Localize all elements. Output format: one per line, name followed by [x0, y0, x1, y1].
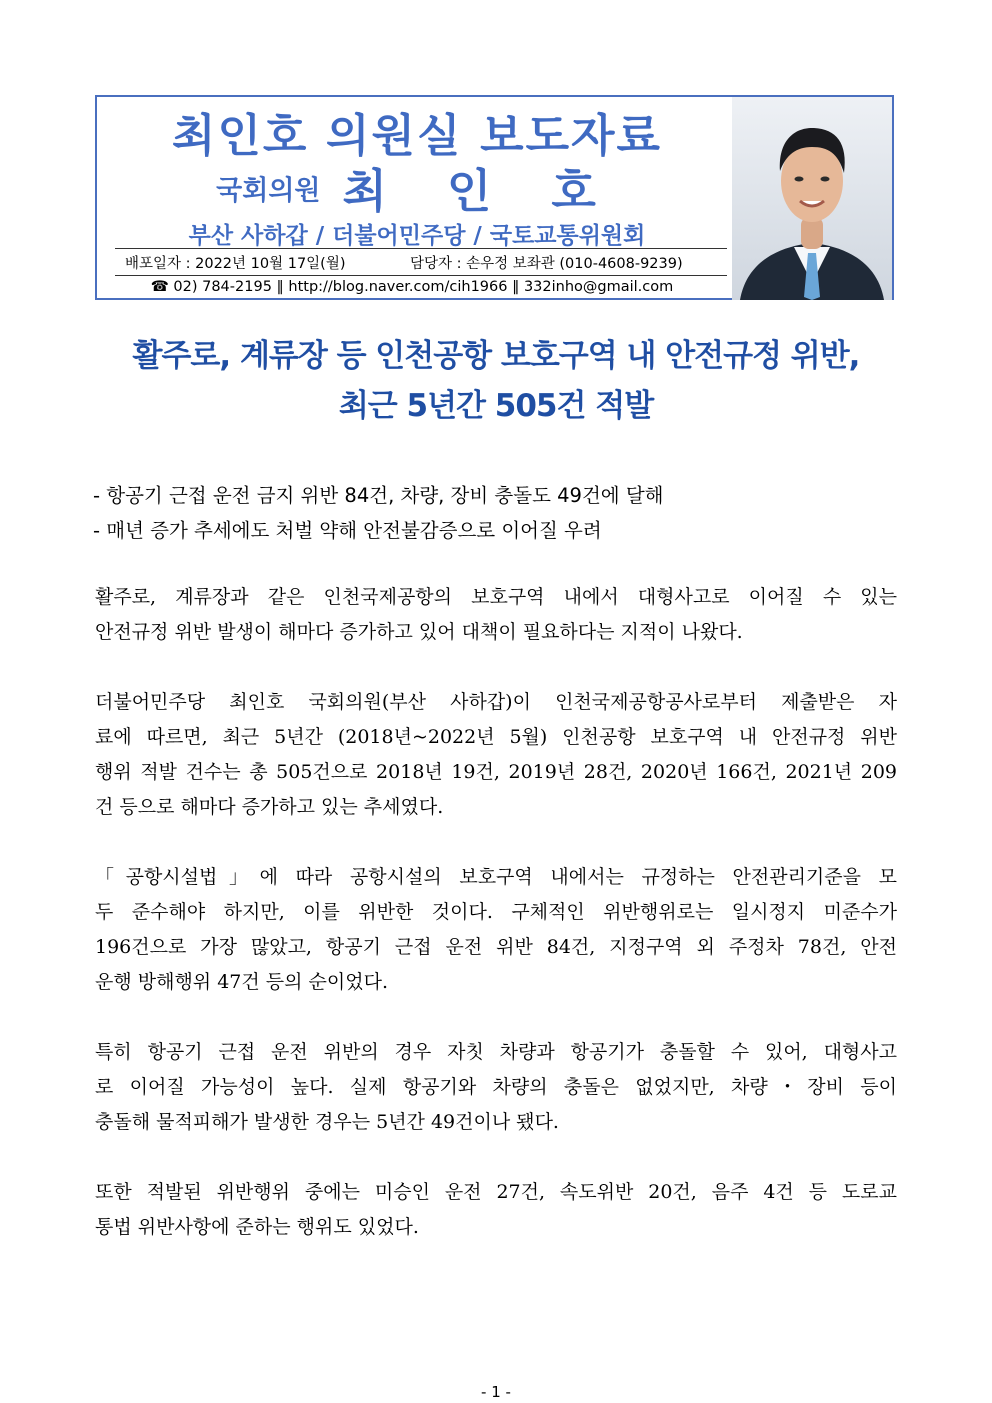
- portrait-photo: [732, 97, 892, 300]
- paragraph-line: 운행 방해행위 47건 등의 순이었다.: [95, 971, 388, 993]
- summary-bullet: - 매년 증가 추세에도 처벌 약해 안전불감증으로 이어질 우려: [93, 519, 602, 542]
- paragraph-line: 두 준수해야 하지만, 이를 위반한 것이다. 구체적인 위반행위로는 일시정지 미준수가: [95, 901, 897, 923]
- paragraph-line: 료에 따르면, 최근 5년간 (2018년~2022년 5월) 인천공항 보호구역 내 안전규정 위반: [95, 726, 897, 748]
- header-divider: [115, 248, 727, 249]
- page-number: - 1 -: [481, 1383, 511, 1401]
- body-paragraph: [95, 1175, 897, 1245]
- press-release-header: [95, 95, 894, 300]
- paragraph-line: 활주로, 계류장과 같은 인천국제공항의 보호구역 내에서 대형사고로 이어질 수 있는: [95, 586, 897, 608]
- member-role: 국회의원: [216, 175, 321, 207]
- member-name: 최 인 호: [342, 164, 618, 218]
- paragraph-line: 충돌해 물적피해가 발생한 경우는 5년간 49건이나 됐다.: [95, 1111, 559, 1133]
- press-release-title: 최인호 의원실 보도자료: [171, 109, 663, 162]
- member-line: [97, 155, 737, 221]
- paragraph-line: 또한 적발된 위반행위 중에는 미승인 운전 27건, 속도위반 20건, 음주 4건 등 도로교: [95, 1181, 897, 1203]
- summary-bullet: - 항공기 근접 운전 금지 위반 84건, 차량, 장비 충돌도 49건에 달해: [93, 484, 664, 507]
- headline-line-2: 최근 5년간 505건 적발: [338, 388, 654, 424]
- paragraph-line: 196건으로 가장 많았고, 항공기 근접 운전 위반 84건, 지정구역 외 주정차 78건, 안전: [95, 936, 897, 958]
- paragraph-line: 「공항시설법」에 따라 공항시설의 보호구역 내에서는 규정하는 안전관리기준을 모: [95, 866, 897, 888]
- paragraph-line: 건 등으로 해마다 증가하고 있는 추세였다.: [95, 796, 444, 818]
- paragraph-line: 행위 적발 건수는 총 505건으로 2018년 19건, 2019년 28건, 2020년 166건, 2021년 209: [95, 761, 897, 783]
- body-paragraph: [95, 685, 897, 825]
- paragraph-line: 안전규정 위반 발생이 해마다 증가하고 있어 대책이 필요하다는 지적이 나왔다.: [95, 621, 743, 643]
- header-divider: [115, 275, 727, 276]
- paragraph-line: 특히 항공기 근접 운전 위반의 경우 자칫 차량과 항공기가 충돌할 수 있어, 대형사고: [95, 1041, 897, 1063]
- member-affiliation: 부산 사하갑 / 더불어민주당 / 국토교통위원회: [188, 223, 646, 249]
- body-paragraph: [95, 580, 897, 650]
- contact-person: 담당자 : 손우정 보좌관 (010-4608-9239): [410, 256, 683, 272]
- headline-line-1: 활주로, 계류장 등 인천공항 보호구역 내 안전규정 위반,: [132, 338, 860, 374]
- body-paragraph: [95, 1035, 897, 1140]
- release-date: 배포일자 : 2022년 10월 17일(월): [125, 256, 346, 272]
- contact-info: ☎ 02) 784-2195 ‖ http://blog.naver.com/cih1966 ‖ 332inho@gmail.com: [150, 279, 674, 295]
- paragraph-line: 더불어민주당 최인호 국회의원(부산 사하갑)이 인천국제공항공사로부터 제출받은 자: [95, 691, 897, 713]
- paragraph-line: 통법 위반사항에 준하는 행위도 있었다.: [95, 1216, 419, 1238]
- paragraph-line: 로 이어질 가능성이 높다. 실제 항공기와 차량의 충돌은 없었지만, 차량・장비 등이: [95, 1076, 897, 1098]
- body-paragraph: [95, 860, 897, 1000]
